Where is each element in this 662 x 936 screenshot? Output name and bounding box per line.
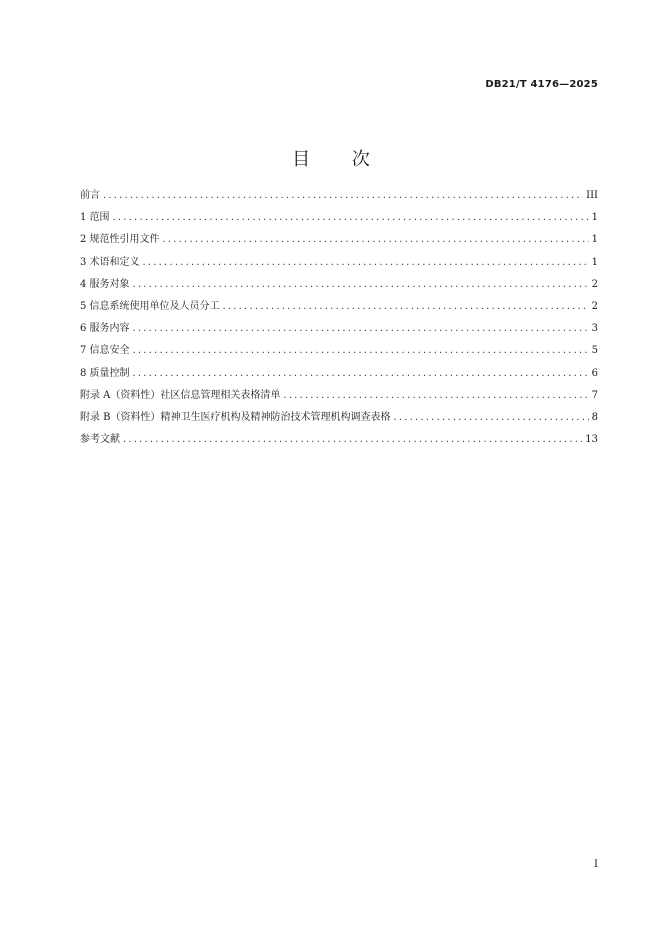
toc-entry-appendix-a[interactable] — [80, 385, 598, 407]
toc-entry-foreword[interactable] — [80, 185, 598, 207]
page-title: 目 次 — [292, 149, 388, 170]
toc-leader-dots — [133, 340, 589, 362]
toc-entry-page: 5 — [591, 345, 598, 357]
table-of-contents — [80, 185, 598, 451]
toc-entry-label: 4 服务对象 — [80, 278, 130, 290]
toc-entry-label: 前言 — [80, 190, 100, 201]
toc-entry-label: 参考文献 — [80, 434, 120, 446]
toc-leader-dots — [133, 363, 589, 385]
toc-entry-page: III — [586, 190, 598, 201]
toc-entry-quality-control[interactable] — [80, 363, 598, 385]
toc-leader-dots — [123, 429, 582, 451]
toc-leader-dots — [223, 296, 589, 318]
toc-entry-page: 1 — [591, 256, 598, 268]
toc-entry-page: 13 — [585, 434, 598, 446]
toc-entry-label: 2 规范性引用文件 — [80, 234, 160, 246]
toc-leader-dots — [163, 229, 589, 251]
toc-entry-label: 附录 A（资料性）社区信息管理相关表格清单 — [80, 389, 281, 401]
toc-leader-dots — [143, 252, 589, 274]
toc-entry-page: 6 — [591, 367, 598, 379]
toc-entry-information-security[interactable] — [80, 340, 598, 362]
page-number: I — [594, 859, 598, 870]
toc-entry-page: 2 — [591, 300, 598, 312]
toc-entry-label: 8 质量控制 — [80, 367, 130, 379]
toc-entry-label: 1 范围 — [80, 212, 110, 224]
toc-entry-label: 5 信息系统使用单位及人员分工 — [80, 300, 220, 312]
toc-leader-dots — [103, 185, 583, 207]
toc-entry-label: 7 信息安全 — [80, 345, 130, 357]
toc-entry-page: 1 — [591, 234, 598, 246]
toc-entry-system-units[interactable] — [80, 296, 598, 318]
toc-entry-page: 2 — [591, 278, 598, 290]
toc-leader-dots — [283, 385, 588, 407]
toc-entry-label: 6 服务内容 — [80, 323, 130, 335]
toc-entry-page: 3 — [591, 323, 598, 335]
toc-leader-dots — [394, 407, 589, 429]
toc-leader-dots — [133, 318, 589, 340]
toc-entry-service-content[interactable] — [80, 318, 598, 340]
standard-code: DB21/T 4176—2025 — [485, 79, 598, 90]
toc-entry-terms-definitions[interactable] — [80, 252, 598, 274]
toc-leader-dots — [133, 274, 589, 296]
toc-entry-references[interactable] — [80, 429, 598, 451]
toc-entry-page: 7 — [591, 389, 598, 401]
toc-entry-page: 8 — [591, 411, 598, 423]
toc-entry-scope[interactable] — [80, 207, 598, 229]
toc-entry-normative-references[interactable] — [80, 229, 598, 251]
toc-leader-dots — [113, 207, 589, 229]
toc-entry-appendix-b[interactable] — [80, 407, 598, 429]
toc-entry-service-objects[interactable] — [80, 274, 598, 296]
toc-entry-label: 附录 B（资料性）精神卫生医疗机构及精神防治技术管理机构调查表格 — [80, 411, 391, 423]
toc-entry-page: 1 — [591, 212, 598, 224]
toc-entry-label: 3 术语和定义 — [80, 256, 140, 268]
